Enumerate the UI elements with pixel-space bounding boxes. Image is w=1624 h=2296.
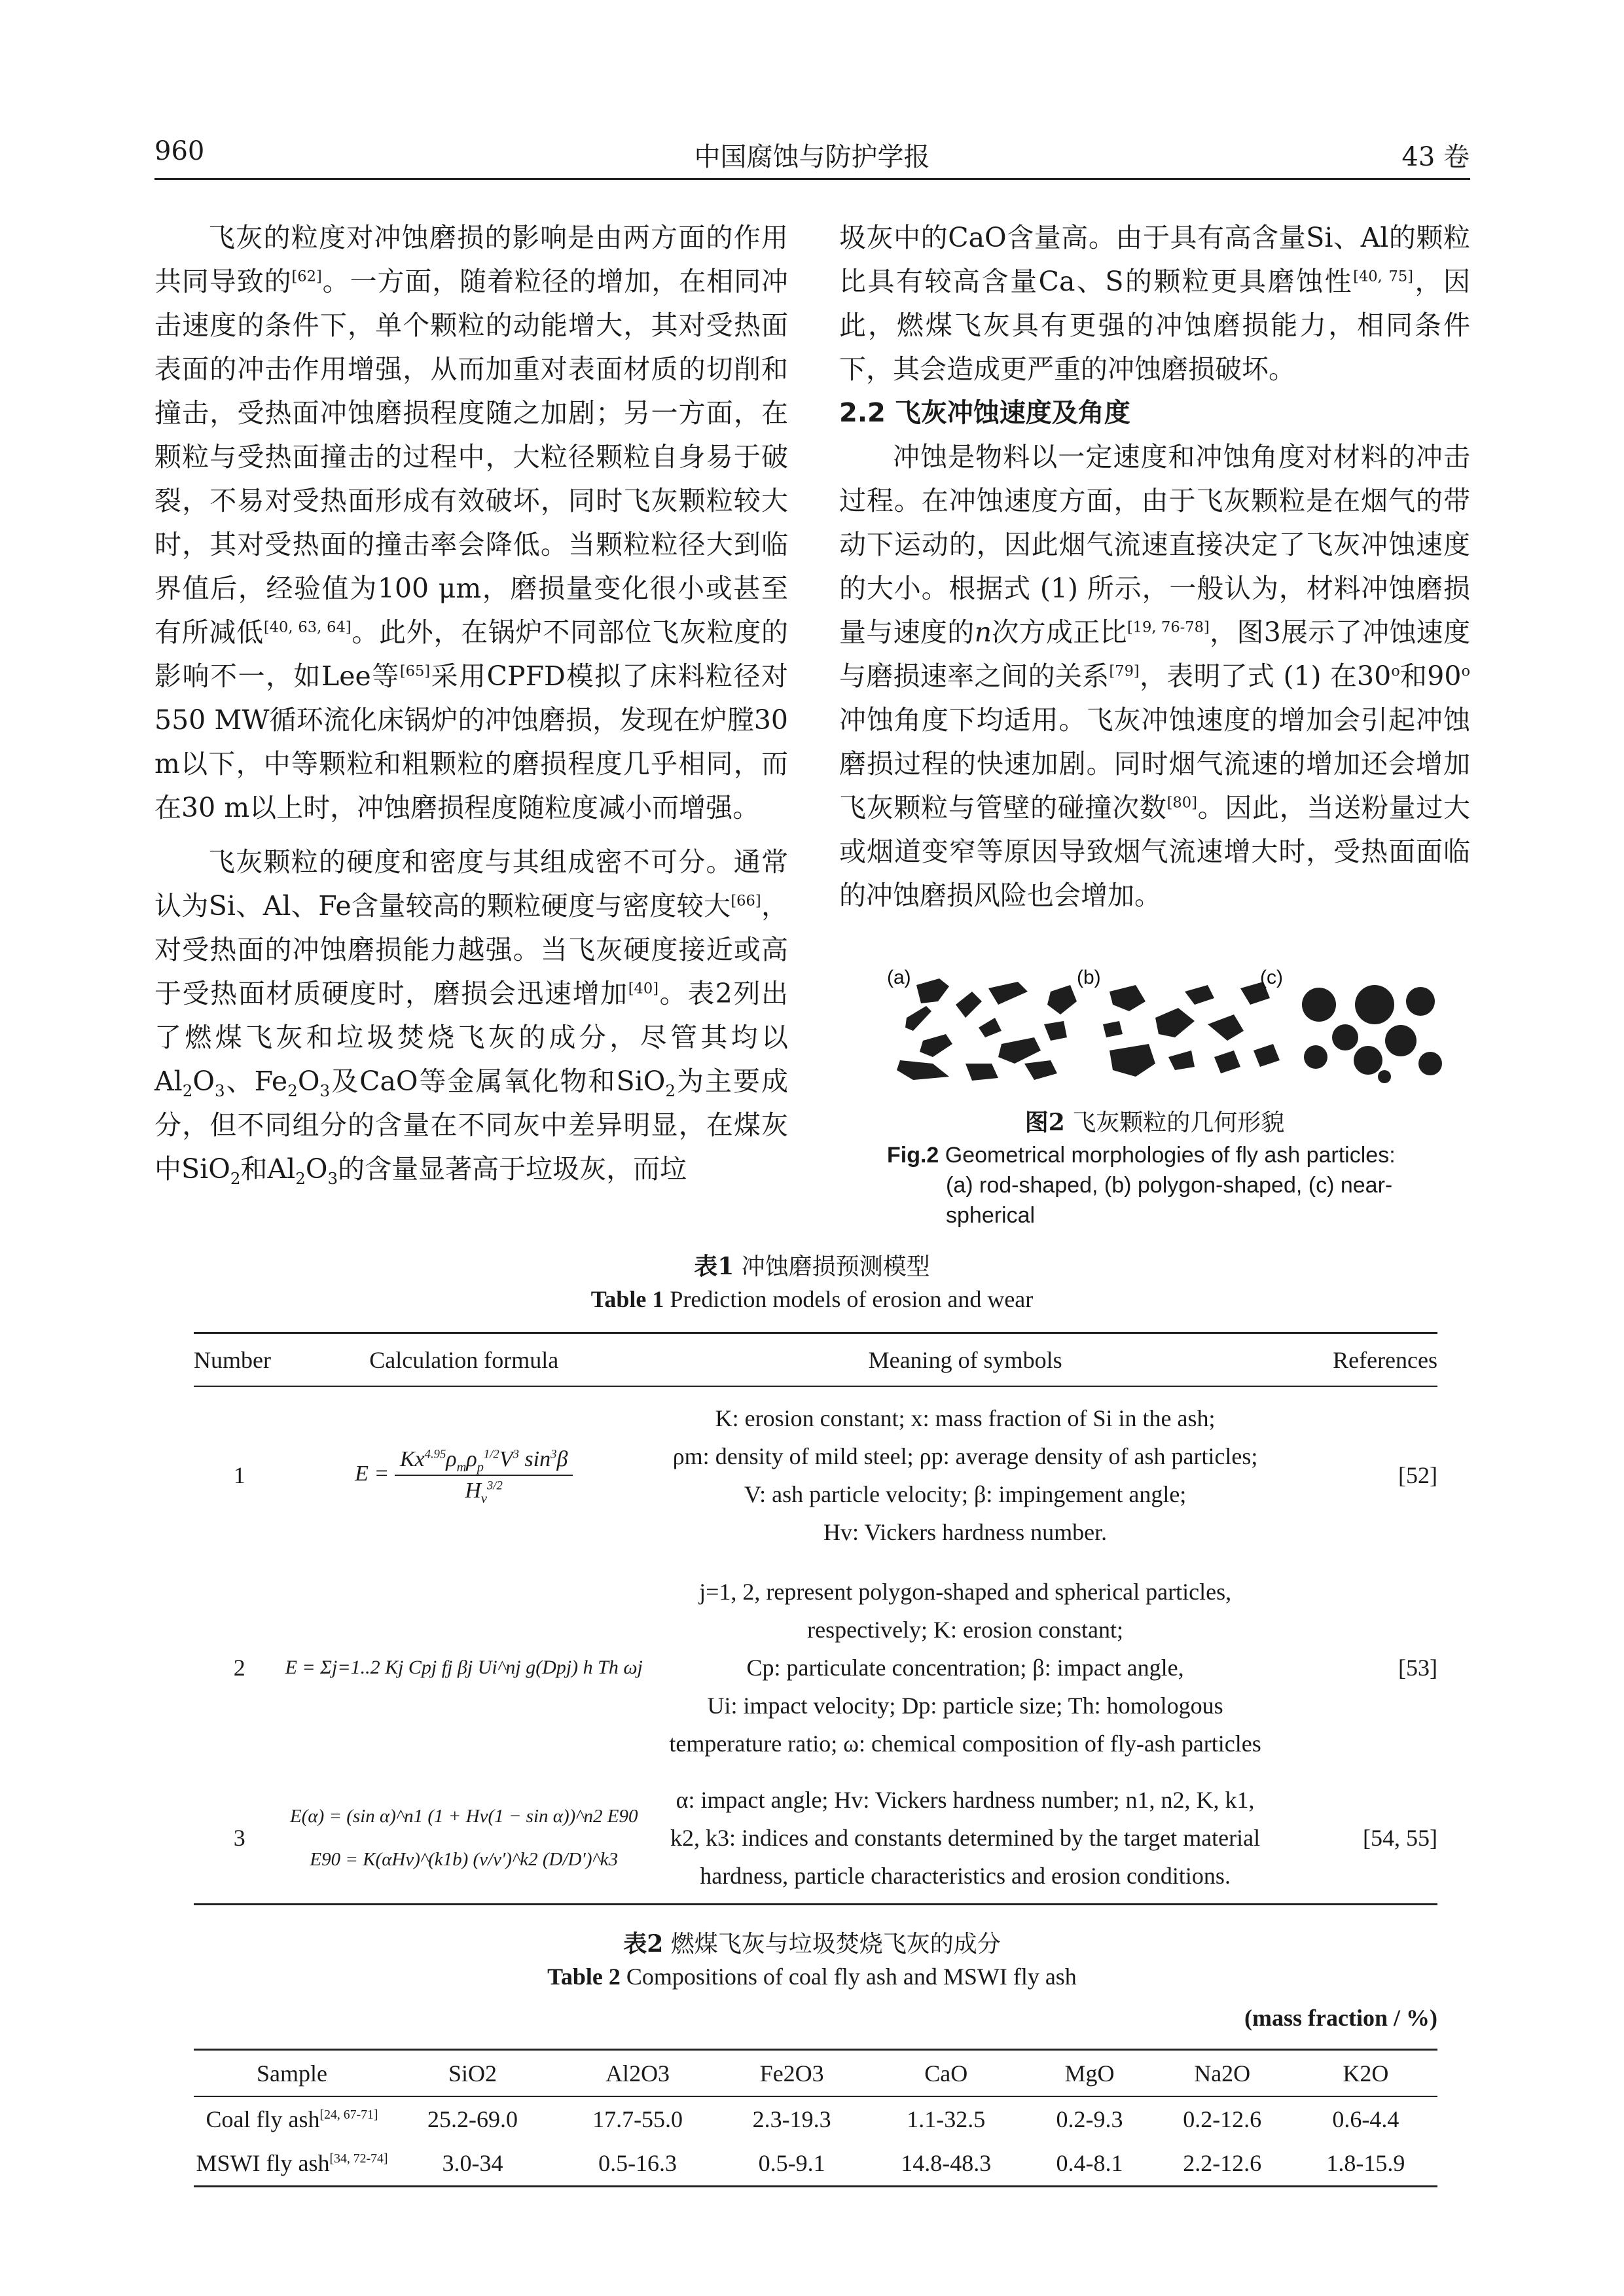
- reference[interactable]: [53]: [1398, 1655, 1437, 1681]
- paragraph-continued: 圾灰中的CaO含量高。由于具有高含量Si、Al的颗粒比具有较高含量Ca、S的颗粒更具磨蚀性[40, 75]，因此，燃煤飞灰具有更强的冲蚀磨损能力，相同条件下，其会造成更严重的冲蚀磨损破坏。: [839, 222, 1471, 385]
- section-heading: 2.2 飞灰冲蚀速度及角度: [839, 398, 1130, 428]
- paragraph-particle-size: 飞灰的粒度对冲蚀磨损的影响是由两方面的作用共同导致的[62]。一方面，随着粒径的增加，在相同冲击速度的条件下，单个颗粒的动能增大，其对受热面表面的冲击作用增强，从而加重对表面材质的切削和撞击，受热面冲蚀磨损程度随之加剧；另一方面，在颗粒与受热面撞击的过程中，大粒径颗粒自身易于破裂，不易对受热面形成有效破坏，同时飞灰颗粒较大时，其对受热面的撞击率会降低。当颗粒粒径大到临界值后，经验值为100 μm，磨损量变化很小或甚至有所减低[40, 63, 64]。此外，在锅炉不同部位飞灰粒度的影响不一，如Lee等[65]采用CPFD模拟了床料粒径对550 MW循环流化床锅炉的冲蚀磨损，发现在炉膛30 m以下，中等颗粒和粗颗粒的磨损程度几乎相同，而在30 m以上时，冲蚀磨损程度随粒度减小而增强。: [154, 222, 789, 823]
- row-number: 1: [233, 1462, 245, 1488]
- right-column: [839, 216, 1470, 918]
- column-header: CaO: [924, 2060, 968, 2087]
- particle: [1214, 1050, 1240, 1073]
- column-header: Al2O3: [605, 2060, 670, 2087]
- table-row: [194, 1386, 1437, 1563]
- paragraph-velocity-angle: 冲蚀是物料以一定速度和冲蚀角度对材料的冲击过程。在冲蚀速度方面，由于飞灰颗粒是在烟气的带动下运动的，因此烟气流速直接决定了飞灰冲蚀速度的大小。根据式 (1) 所示，一般认为，材料冲蚀磨损量与速度的n次方成正比[19, 76-78]，图3展示了冲蚀速度与磨损速率之间的关系[79]，表明了式 (1) 在30$^o$和90$^o$冲蚀角度下均适用。飞灰冲蚀速度的增加会引起冲蚀磨损过程的快速加剧。同时烟气流速的增加还会增加飞灰颗粒与管壁的碰撞次数[80]。因此，当送粉量过大或烟道变窄等原因导致烟气流速增大时，受热面面临的冲蚀磨损风险也会增加。: [839, 441, 1471, 911]
- particle: [897, 1060, 949, 1080]
- particle: [1155, 1008, 1195, 1037]
- reference[interactable]: [52]: [1398, 1462, 1437, 1488]
- page-number: 960: [154, 136, 205, 166]
- particle: [1185, 985, 1214, 1005]
- table-cell: 0.6-4.4: [1332, 2106, 1399, 2132]
- particle: [1354, 1046, 1382, 1075]
- particle: [965, 1064, 998, 1081]
- particle: [1254, 1044, 1280, 1067]
- table-row: [194, 2096, 1437, 2141]
- particle: [956, 992, 982, 1018]
- table-2-caption-cn: 表2 燃煤飞灰与垃圾焚烧飞灰的成分: [623, 1930, 1001, 1958]
- table-row: [194, 1563, 1437, 1772]
- table-cell: 0.4-8.1: [1056, 2150, 1123, 2176]
- panel-label-a: (a): [887, 967, 911, 988]
- table-cell: 25.2-69.0: [427, 2106, 518, 2132]
- citation[interactable]: [40, 63, 64]: [263, 619, 352, 636]
- citation[interactable]: [80]: [1166, 794, 1197, 812]
- sample-name: MSWI fly ash[34, 72-74]: [196, 2150, 388, 2176]
- particle: [1208, 1014, 1244, 1041]
- table-row: [194, 1772, 1437, 1903]
- citation[interactable]: [24, 67-71]: [319, 2107, 378, 2122]
- formula-3: E(α) = (sin α)^n1 (1 + Hv(1 − sin α))^n2 E90 E90 = K(αHv)^(k1b) (v/v′)^k2 (D/D′)^k3: [289, 1806, 638, 1870]
- particle: [1168, 1050, 1195, 1070]
- citation[interactable]: [62]: [291, 268, 322, 285]
- table-cell: 0.2-9.3: [1056, 2106, 1123, 2132]
- particle: [1302, 988, 1336, 1022]
- reference[interactable]: [54, 55]: [1363, 1825, 1437, 1851]
- figure-2-caption-cn: 图2 飞灰颗粒的几何形貌: [1024, 1109, 1285, 1136]
- particle: [1406, 987, 1435, 1016]
- particle: [1332, 1024, 1358, 1050]
- table-cell: 17.7-55.0: [592, 2106, 683, 2132]
- table-cell: 2.2-12.6: [1183, 2150, 1262, 2176]
- table-cell: 0.2-12.6: [1183, 2106, 1262, 2132]
- column-header: SiO2: [448, 2060, 497, 2087]
- table-cell: 0.5-9.1: [758, 2150, 825, 2176]
- column-header: Calculation formula: [369, 1346, 559, 1373]
- symbols-meaning: j=1, 2, represent polygon-shaped and spherical particles, respectively; K: erosion constant; Cp: particulate concentration; β: impact angle, Ui: impact velocity; Dp: particle size; Th: homologous temperature ratio; ω: chemical composition of fly-ash particles: [669, 1579, 1261, 1757]
- table-cell: 1.8-15.9: [1326, 2150, 1405, 2176]
- particle: [1385, 1025, 1416, 1056]
- particle: [1110, 1044, 1155, 1077]
- particle: [1044, 1021, 1067, 1041]
- symbols-meaning: α: impact angle; Hv: Vickers hardness number; n1, n2, K, k1, k2, k3: indices and constants determined by the target material hardness, particle characteristics and erosion conditions.: [670, 1787, 1261, 1889]
- particle: [905, 1006, 931, 1031]
- row-number: 3: [233, 1825, 245, 1851]
- particle: [1418, 1052, 1442, 1075]
- volume-number: 43 卷: [1401, 142, 1470, 172]
- table-cell: 2.3-19.3: [752, 2106, 831, 2132]
- row-number: 2: [233, 1655, 245, 1681]
- column-header: References: [1333, 1346, 1437, 1373]
- particle: [988, 982, 1028, 1005]
- citation[interactable]: [40, 75]: [1353, 268, 1413, 285]
- formula-1: E = $\frac{Kx^{4.95}\rho_m\rho_p^{1/2}V^3 \sin^3\beta}{H_v^{3/2}}$: [285, 1386, 643, 1563]
- journal-title: 中国腐蚀与防护学报: [694, 142, 930, 172]
- column-header: Number: [194, 1346, 271, 1373]
- table-header-row: [194, 2051, 1437, 2096]
- citation[interactable]: [19, 76-78]: [1127, 619, 1210, 636]
- panel-label-b: (b): [1077, 967, 1101, 988]
- table-cell: 1.1-32.5: [907, 2106, 986, 2132]
- citation[interactable]: [65]: [399, 662, 431, 680]
- citation[interactable]: [66]: [731, 892, 761, 910]
- left-column: [154, 216, 788, 1191]
- citation[interactable]: [79]: [1109, 662, 1140, 680]
- symbols-meaning: K: erosion constant; x: mass fraction of Si in the ash; ρm: density of mild steel; ρp: average density of ash particles; V: ash particle velocity; β: impingement angle; Hv: Vickers hardness number.: [672, 1405, 1258, 1545]
- column-header: MgO: [1064, 2060, 1115, 2087]
- paragraph-hardness-density: 飞灰颗粒的硬度和密度与其组成密不可分。通常认为Si、Al、Fe含量较高的颗粒硬度与密度较大[66]，对受热面的冲蚀磨损能力越强。当飞灰硬度接近或高于受热面材质硬度时，磨损会迅速增加[40]。表2列出了燃煤飞灰和垃圾焚烧飞灰的成分，尽管其均以$Al_2O_3$、$Fe_2O_3$及CaO等金属氧化物和SiO$_2$为主要成分，但不同组分的含量在不同灰中差异明显，在煤灰中SiO$_2$和$Al_2O_3$的含量显著高于垃圾灰，而垃: [154, 846, 789, 1189]
- column-header: Na2O: [1194, 2060, 1251, 2087]
- table-cell: 14.8-48.3: [901, 2150, 992, 2176]
- table-1-caption-en: Table 1 Prediction models of erosion and wear: [590, 1286, 1034, 1312]
- fly-ash-particles-image: [887, 965, 1450, 1083]
- table-cell: 3.0-34: [442, 2150, 503, 2176]
- column-header: K2O: [1343, 2060, 1389, 2087]
- table-2: [194, 2049, 1437, 2187]
- figure-2-caption-en: Fig.2 Geometrical morphologies of fly ash particles: (a) rod-shaped, (b) polygon-shaped, (c) near- spherical: [887, 1143, 1396, 1228]
- panel-label-c: (c): [1260, 967, 1283, 988]
- particle: [1103, 1021, 1123, 1037]
- particle: [920, 1034, 952, 1057]
- column-header: Sample: [257, 2060, 327, 2087]
- table-cell: 0.5-16.3: [598, 2150, 677, 2176]
- particle: [1355, 985, 1394, 1024]
- table-1: [194, 1332, 1437, 1905]
- formula-2: E = Σj=1..2 Kj Cpj fj βj Ui^nj g(Dpj) h Th ωj: [285, 1657, 643, 1678]
- sample-name: Coal fly ash[24, 67-71]: [206, 2106, 378, 2132]
- table-1-caption-cn: 表1 冲蚀磨损预测模型: [694, 1253, 930, 1280]
- header-rule: [154, 178, 1470, 180]
- column-header: Fe2O3: [759, 2060, 824, 2087]
- table-2-unit: (mass fraction / %): [1244, 2005, 1437, 2031]
- figure-2: [887, 965, 1450, 1083]
- particle: [1304, 1045, 1327, 1069]
- column-header: Meaning of symbols: [868, 1346, 1062, 1373]
- citation[interactable]: [40]: [628, 980, 659, 997]
- particle: [1024, 1060, 1057, 1080]
- particle: [979, 1018, 1001, 1037]
- table-2-caption-en: Table 2 Compositions of coal fly ash and MSWI fly ash: [547, 1964, 1077, 1990]
- particle: [998, 1037, 1041, 1064]
- particle: [1047, 985, 1077, 1014]
- citation[interactable]: [34, 72-74]: [329, 2151, 388, 2166]
- particle: [1110, 985, 1146, 1011]
- table-header-row: [194, 1334, 1437, 1386]
- particle: [1378, 1070, 1391, 1083]
- table-row: [194, 2141, 1437, 2185]
- particle: [916, 978, 949, 1003]
